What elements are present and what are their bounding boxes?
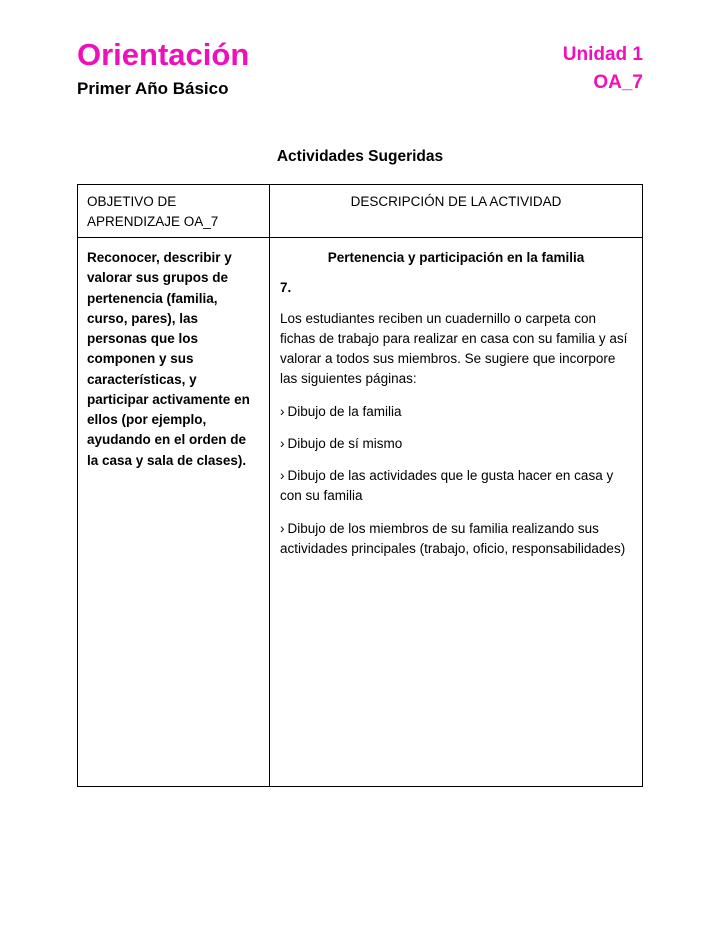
list-item-label: Dibujo de las actividades que le gusta hacer en casa y con su familia (280, 468, 614, 504)
activities-table (77, 184, 643, 787)
list-item-label: Dibujo de los miembros de su familia realizando sus actividades principales (trabajo, oficio, responsabilidades) (280, 520, 626, 556)
list-item (280, 402, 632, 422)
bullet-icon: › (280, 520, 285, 536)
grade-level-label: Primer Año Básico (77, 79, 229, 99)
table-row (78, 238, 642, 786)
oa-code-label: OA_7 (593, 71, 643, 93)
bullet-icon: › (280, 435, 285, 451)
column-header-description: DESCRIPCIÓN DE LA ACTIVIDAD (350, 194, 562, 209)
header-left-group (77, 38, 249, 99)
document-header (77, 38, 643, 99)
bullet-icon: › (280, 468, 285, 484)
list-item (280, 434, 632, 454)
list-item-label: Dibujo de sí mismo (287, 435, 403, 451)
activity-title: Pertenencia y participación en la familia (327, 250, 585, 266)
bullet-icon: › (280, 403, 285, 419)
page-title: Actividades Sugeridas (276, 148, 444, 165)
unit-label: Unidad 1 (562, 44, 643, 65)
column-header-objective: OBJETIVO DE APRENDIZAJE OA_7 (78, 185, 270, 237)
header-right-group (563, 38, 643, 95)
list-item (280, 519, 632, 560)
description-cell (270, 238, 642, 786)
table-header-row (78, 185, 642, 238)
objective-cell: Reconocer, describir y valorar sus grupos de pertenencia (familia, curso, pares), las personas que los componen y sus características, y participar activamente en ellos (por ejemplo, ayudando en el orden de la casa y sala de clases). (78, 238, 270, 786)
list-item (280, 466, 632, 507)
activity-number: 7. (280, 280, 292, 296)
subject-title: Orientación (77, 37, 250, 72)
activity-paragraph: Los estudiantes reciben un cuadernillo o carpeta con fichas de trabajo para realizar en casa con su familia y así valorar a todos sus miembros. Se sugiere que incorpore las siguientes páginas: (280, 310, 628, 387)
list-item-label: Dibujo de la familia (287, 403, 402, 419)
